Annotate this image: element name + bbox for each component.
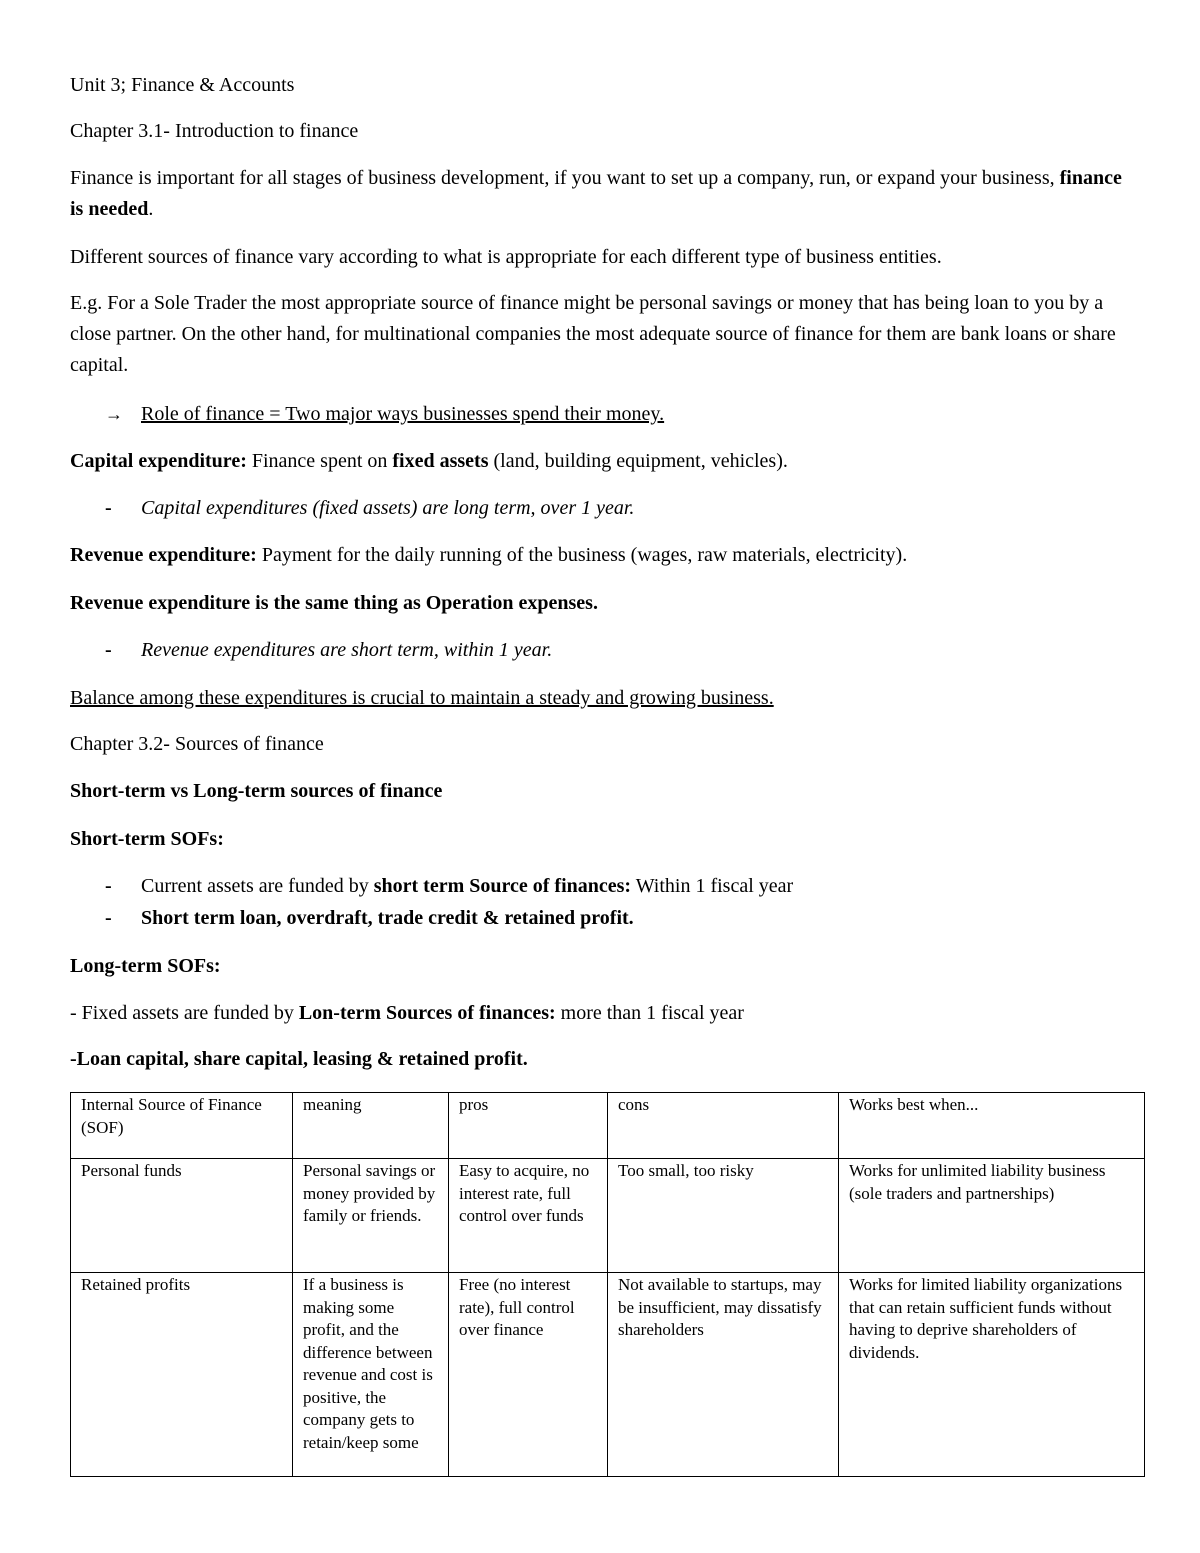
revenue-expenditure-label: Revenue expenditure: bbox=[70, 544, 257, 566]
table-row bbox=[71, 1273, 1145, 1477]
table-cell: Personal funds bbox=[71, 1159, 293, 1273]
sources-vary-paragraph: Different sources of finance vary according to what is appropriate for each different type of business entities. bbox=[70, 246, 942, 268]
chapter-3-1-heading: Chapter 3.1- Introduction to finance bbox=[70, 120, 359, 142]
short-vs-long-heading: Short-term vs Long-term sources of finance bbox=[70, 780, 443, 802]
arrow-bullet-icon: → bbox=[105, 404, 123, 424]
bullet-dash: - bbox=[105, 639, 112, 661]
table-cell: Not available to startups, may be insufficient, may dissatisfy shareholders bbox=[608, 1273, 839, 1477]
bullet-dash: - bbox=[105, 497, 112, 519]
table-cell: Free (no interest rate), full control over finance bbox=[449, 1273, 608, 1477]
short-term-sofs-heading: Short-term SOFs: bbox=[70, 828, 224, 850]
table-cell: Easy to acquire, no interest rate, full control over funds bbox=[449, 1159, 608, 1273]
capital-expenditure-note: Capital expenditures (fixed assets) are long term, over 1 year. bbox=[141, 497, 635, 519]
table-cell: Retained profits bbox=[71, 1273, 293, 1477]
table-cell: Personal savings or money provided by family or friends. bbox=[293, 1159, 449, 1273]
capital-expenditure-label: Capital expenditure: bbox=[70, 450, 247, 472]
table-header-cell: pros bbox=[449, 1093, 608, 1159]
internal-sof-table bbox=[70, 1092, 1145, 1477]
revenue-expenditure-note: Revenue expenditures are short term, within 1 year. bbox=[141, 639, 553, 661]
revenue-expenditure-definition: Revenue expenditure: Payment for the daily running of the business (wages, raw materials, electricity). bbox=[70, 544, 908, 566]
table-header-cell: cons bbox=[608, 1093, 839, 1159]
capital-expenditure-definition: Capital expenditure: Finance spent on fixed assets (land, building equipment, vehicles). bbox=[70, 450, 788, 472]
table-cell: Works for unlimited liability business (sole traders and partnerships) bbox=[839, 1159, 1145, 1273]
example-paragraph: E.g. For a Sole Trader the most appropriate source of finance might be personal savings or money that has being loan to you by a close partner. On the other hand, for multinational companies the most adequate source of finance for them are bank loans or share capital. bbox=[70, 292, 1116, 376]
revenue-same-as-operation: Revenue expenditure is the same thing as Operation expenses. bbox=[70, 592, 598, 614]
table-header-cell: Works best when... bbox=[839, 1093, 1145, 1159]
bullet-dash: - bbox=[105, 907, 112, 929]
table-row bbox=[71, 1159, 1145, 1273]
finance-importance-paragraph: Finance is important for all stages of business development, if you want to set up a company, run, or expand your business, finance is needed. bbox=[70, 167, 1122, 220]
table-header-row bbox=[71, 1093, 1145, 1159]
unit-heading: Unit 3; Finance & Accounts bbox=[70, 74, 295, 96]
bullet-dash: - bbox=[105, 875, 112, 897]
long-term-sofs-heading: Long-term SOFs: bbox=[70, 955, 221, 977]
long-term-item-examples: -Loan capital, share capital, leasing & retained profit. bbox=[70, 1048, 528, 1070]
role-of-finance: Role of finance = Two major ways businesses spend their money. bbox=[141, 403, 665, 425]
table-cell: Works for limited liability organizations that can retain sufficient funds without having to deprive shareholders of dividends. bbox=[839, 1273, 1145, 1477]
long-term-item-fixed-assets: - Fixed assets are funded by Lon-term Sources of finances: more than 1 fiscal year bbox=[70, 1002, 744, 1024]
table-cell: Too small, too risky bbox=[608, 1159, 839, 1273]
finance-needed-emphasis: finance is needed bbox=[70, 167, 1122, 220]
table-cell: If a business is making some profit, and the difference between revenue and cost is positive, the company gets to retain/keep some bbox=[293, 1273, 449, 1477]
short-term-item-current-assets: Current assets are funded by short term Source of finances: Within 1 fiscal year bbox=[141, 875, 794, 897]
table-header-cell: Internal Source of Finance (SOF) bbox=[71, 1093, 293, 1159]
table-header-cell: meaning bbox=[293, 1093, 449, 1159]
balance-statement: Balance among these expenditures is crucial to maintain a steady and growing business. bbox=[70, 687, 774, 709]
short-term-item-examples: Short term loan, overdraft, trade credit & retained profit. bbox=[141, 907, 634, 929]
chapter-3-2-heading: Chapter 3.2- Sources of finance bbox=[70, 733, 324, 755]
